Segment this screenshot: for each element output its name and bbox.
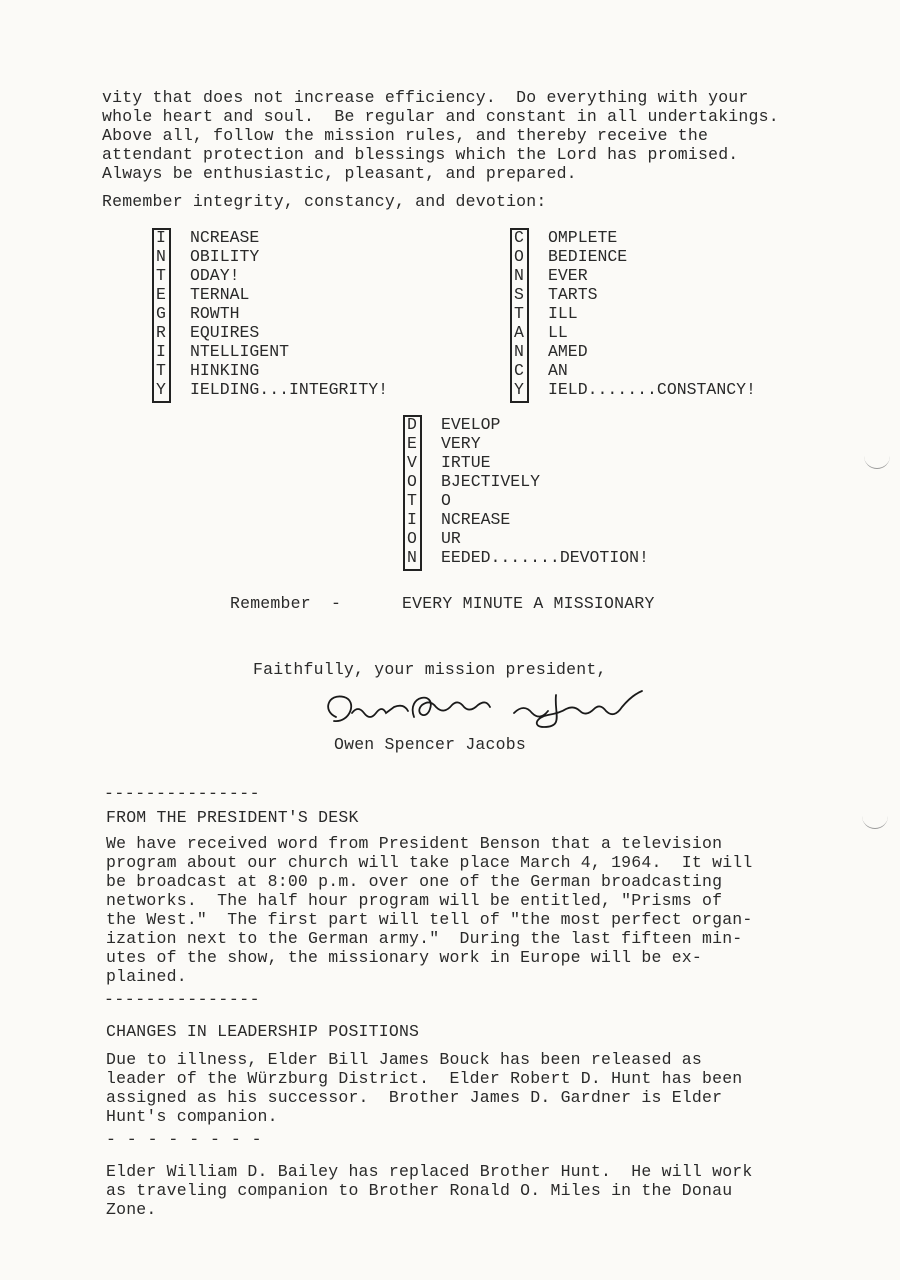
paragraph-line: as traveling companion to Brother Ronald O. Miles in the Donau bbox=[106, 1181, 733, 1200]
dashed-separator: - - - - - - - - bbox=[106, 1130, 263, 1149]
section-heading-leadership: CHANGES IN LEADERSHIP POSITIONS bbox=[106, 1022, 420, 1041]
president-name: Owen Spencer Jacobs bbox=[334, 735, 526, 754]
acrostic-letter: D bbox=[407, 415, 417, 434]
paragraph-line: be broadcast at 8:00 p.m. over one of the German broadcasting bbox=[106, 872, 723, 891]
acrostic-letter: T bbox=[156, 266, 166, 285]
paragraph-line: assigned as his successor. Brother James D. Gardner is Elder bbox=[106, 1088, 723, 1107]
intro-line: Above all, follow the mission rules, and thereby receive the bbox=[102, 126, 709, 145]
intro-paragraph bbox=[102, 88, 779, 183]
intro-line: attendant protection and blessings which the Lord has promised. bbox=[102, 145, 739, 164]
acrostic-letter: E bbox=[407, 434, 417, 453]
acrostic-letter: A bbox=[514, 323, 524, 342]
section-heading-presidents-desk: FROM THE PRESIDENT'S DESK bbox=[106, 808, 359, 827]
acrostic-word: HINKING bbox=[190, 361, 260, 380]
acrostic-word: TERNAL bbox=[190, 285, 250, 304]
acrostic-word: EVELOP bbox=[441, 415, 501, 434]
acrostic-word: AN bbox=[548, 361, 568, 380]
acrostic-word: TARTS bbox=[548, 285, 598, 304]
acrostic-letter: C bbox=[514, 228, 524, 247]
acrostic-word: IELD.......CONSTANCY! bbox=[548, 380, 756, 399]
paragraph-line: Hunt's companion. bbox=[106, 1107, 278, 1126]
motto-prefix: Remember - bbox=[230, 594, 342, 613]
acrostic-word: NCREASE bbox=[441, 510, 511, 529]
paragraph-line: Due to illness, Elder Bill James Bouck has been released as bbox=[106, 1050, 702, 1069]
acrostic-letter: I bbox=[156, 228, 166, 247]
acrostic-letter: G bbox=[156, 304, 166, 323]
acrostic-word: ODAY! bbox=[190, 266, 240, 285]
acrostic-word: ILL bbox=[548, 304, 578, 323]
acrostic-word: OBILITY bbox=[190, 247, 260, 266]
acrostic-word: IRTUE bbox=[441, 453, 491, 472]
acrostic-letter: O bbox=[514, 247, 524, 266]
acrostic-letter: S bbox=[514, 285, 524, 304]
acrostic-letter: I bbox=[407, 510, 417, 529]
acrostic-letter: O bbox=[407, 529, 417, 548]
acrostic-letter: T bbox=[156, 361, 166, 380]
paragraph-line: We have received word from President Benson that a television bbox=[106, 834, 723, 853]
paragraph-line: plained. bbox=[106, 967, 187, 986]
acrostic-letter: Y bbox=[156, 380, 166, 399]
paragraph-line: networks. The half hour program will be entitled, "Prisms of bbox=[106, 891, 723, 910]
binder-hole-mark bbox=[862, 812, 888, 829]
acrostic-letter: N bbox=[514, 266, 524, 285]
acrostic-word: IELDING...INTEGRITY! bbox=[190, 380, 389, 399]
motto-text: EVERY MINUTE A MISSIONARY bbox=[402, 594, 655, 613]
separator-line: --------------- bbox=[104, 784, 261, 803]
acrostic-word: OMPLETE bbox=[548, 228, 618, 247]
acrostic-word: EQUIRES bbox=[190, 323, 260, 342]
paragraph-line: Elder William D. Bailey has replaced Brother Hunt. He will work bbox=[106, 1162, 753, 1181]
acrostic-letter: Y bbox=[514, 380, 524, 399]
paragraph-line: leader of the Würzburg District. Elder Robert D. Hunt has been bbox=[106, 1069, 743, 1088]
acrostic-word: AMED bbox=[548, 342, 588, 361]
acrostic-word: NCREASE bbox=[190, 228, 260, 247]
acrostic-letter: R bbox=[156, 323, 166, 342]
closing-salutation: Faithfully, your mission president, bbox=[253, 660, 607, 679]
paragraph-line: utes of the show, the missionary work in Europe will be ex- bbox=[106, 948, 702, 967]
separator-line: --------------- bbox=[104, 990, 261, 1009]
acrostic-letter: E bbox=[156, 285, 166, 304]
acrostic-word: BEDIENCE bbox=[548, 247, 628, 266]
acrostic-letter: N bbox=[407, 548, 417, 567]
acrostic-letter: T bbox=[514, 304, 524, 323]
acrostic-word: UR bbox=[441, 529, 461, 548]
intro-line: vity that does not increase efficiency. Do everything with your bbox=[102, 88, 749, 107]
acrostic-word: ROWTH bbox=[190, 304, 240, 323]
acrostic-word: NTELLIGENT bbox=[190, 342, 290, 361]
paragraph-line: ization next to the German army." During the last fifteen min- bbox=[106, 929, 743, 948]
acrostic-word: EEDED.......DEVOTION! bbox=[441, 548, 649, 567]
remember-values-line: Remember integrity, constancy, and devotion: bbox=[102, 192, 547, 211]
acrostic-word: LL bbox=[548, 323, 568, 342]
acrostic-word: VERY bbox=[441, 434, 481, 453]
intro-line: Always be enthusiastic, pleasant, and prepared. bbox=[102, 164, 577, 183]
intro-line: whole heart and soul. Be regular and constant in all undertakings. bbox=[102, 107, 779, 126]
presidents-desk-paragraph bbox=[106, 834, 753, 986]
acrostic-letter: C bbox=[514, 361, 524, 380]
handwritten-signature bbox=[318, 683, 668, 735]
leadership-paragraph bbox=[106, 1050, 742, 1126]
acrostic-letter: I bbox=[156, 342, 166, 361]
acrostic-letter: V bbox=[407, 453, 417, 472]
acrostic-word: O bbox=[441, 491, 451, 510]
acrostic-letter: T bbox=[407, 491, 417, 510]
acrostic-letter: N bbox=[156, 247, 166, 266]
binder-hole-mark bbox=[864, 452, 890, 469]
acrostic-word: BJECTIVELY bbox=[441, 472, 541, 491]
acrostic-letter: N bbox=[514, 342, 524, 361]
leadership-paragraph-2 bbox=[106, 1162, 753, 1219]
paragraph-line: the West." The first part will tell of "the most perfect organ- bbox=[106, 910, 753, 929]
paragraph-line: Zone. bbox=[106, 1200, 157, 1219]
acrostic-letter: O bbox=[407, 472, 417, 491]
paragraph-line: program about our church will take place March 4, 1964. It will bbox=[106, 853, 753, 872]
acrostic-word: EVER bbox=[548, 266, 588, 285]
